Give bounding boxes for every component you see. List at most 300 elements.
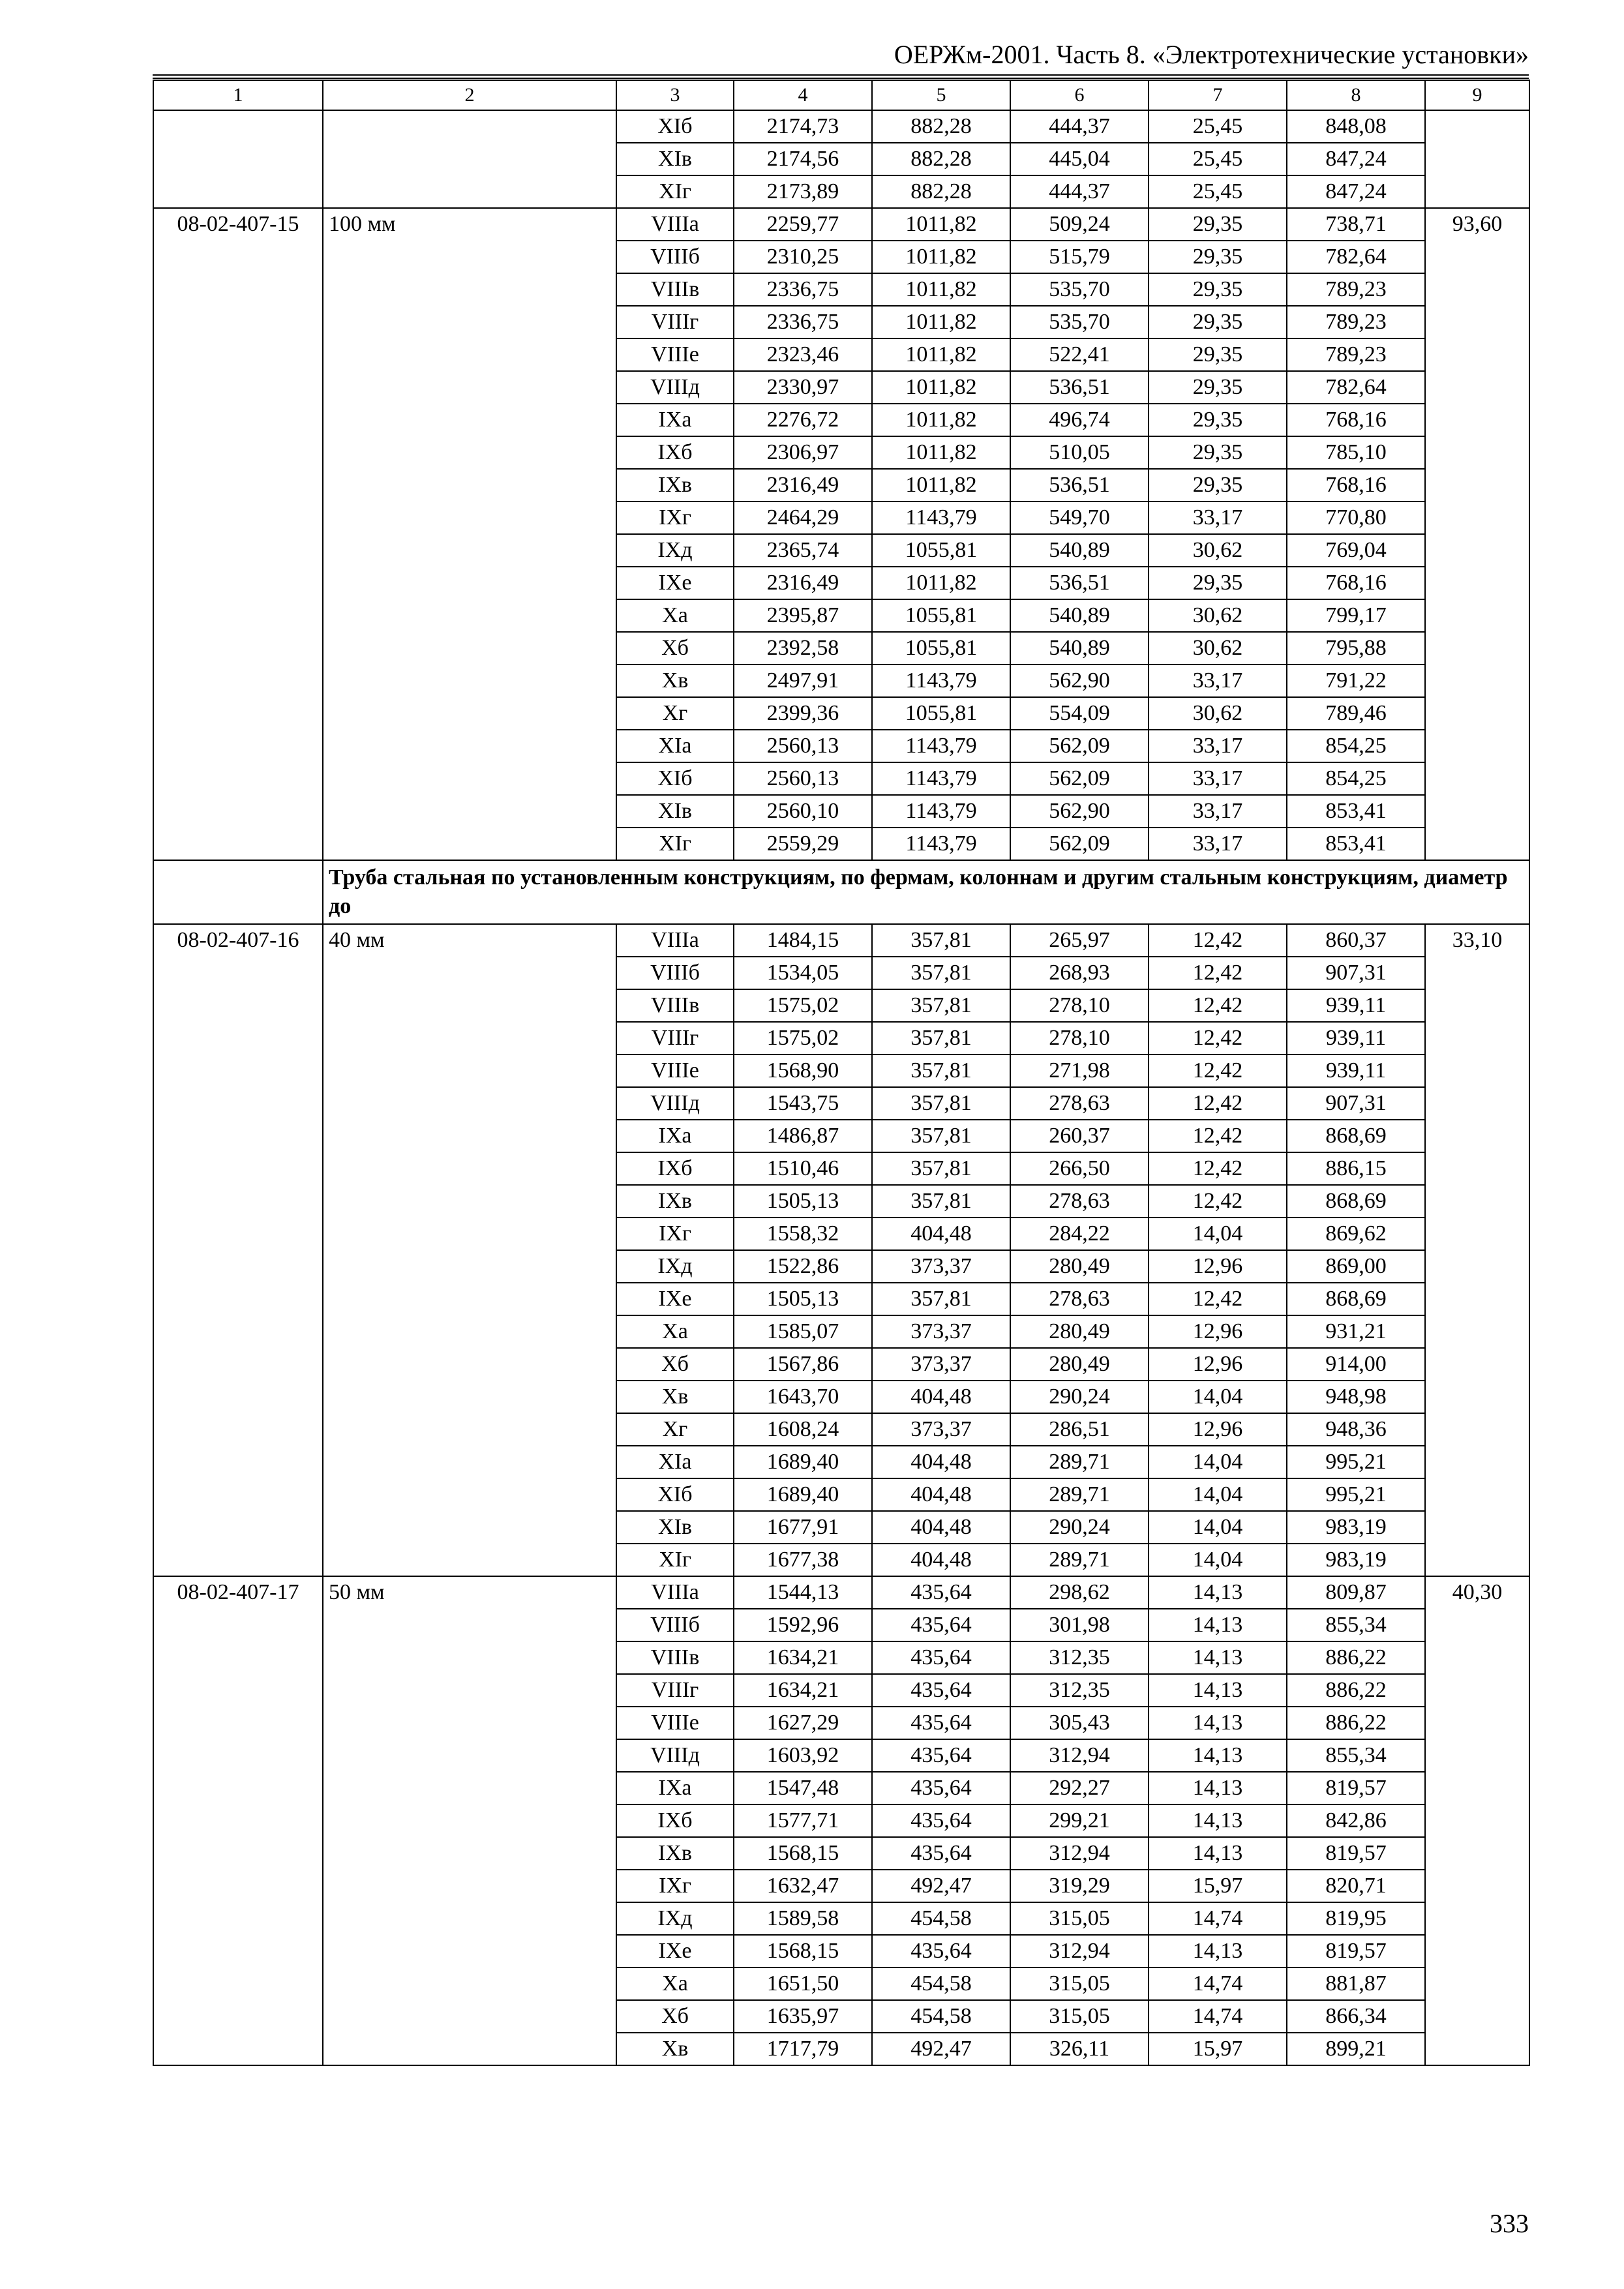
col9-cell bbox=[1425, 110, 1529, 208]
col6-cell: 284,22 bbox=[1010, 1218, 1149, 1250]
col7-cell: 14,13 bbox=[1149, 1641, 1287, 1674]
col5-cell: 1011,82 bbox=[872, 273, 1010, 306]
col7-cell: 14,13 bbox=[1149, 1674, 1287, 1707]
col6-cell: 554,09 bbox=[1010, 697, 1149, 730]
col4-cell: 1510,46 bbox=[734, 1152, 872, 1185]
col6-cell: 312,94 bbox=[1010, 1739, 1149, 1772]
col8-cell: 854,25 bbox=[1287, 762, 1425, 795]
col5-cell: 404,48 bbox=[872, 1381, 1010, 1413]
col6-cell: 522,41 bbox=[1010, 338, 1149, 371]
zone-cell: VIIIд bbox=[616, 371, 734, 404]
col8-cell: 886,22 bbox=[1287, 1674, 1425, 1707]
col6-cell: 268,93 bbox=[1010, 957, 1149, 989]
col7-cell: 33,17 bbox=[1149, 828, 1287, 860]
col5-cell: 435,64 bbox=[872, 1837, 1010, 1870]
col7-cell: 12,42 bbox=[1149, 1185, 1287, 1218]
zone-cell: IXе bbox=[616, 1283, 734, 1315]
col8-cell: 860,37 bbox=[1287, 924, 1425, 957]
col4-cell: 2174,56 bbox=[734, 143, 872, 175]
col5-cell: 404,48 bbox=[872, 1218, 1010, 1250]
col7-cell: 29,35 bbox=[1149, 404, 1287, 436]
col5-cell: 1011,82 bbox=[872, 567, 1010, 599]
column-number: 8 bbox=[1287, 80, 1425, 110]
col5-cell: 1011,82 bbox=[872, 436, 1010, 469]
col8-cell: 881,87 bbox=[1287, 1967, 1425, 2000]
section-heading-row bbox=[153, 860, 1529, 924]
col8-cell: 819,57 bbox=[1287, 1935, 1425, 1967]
col8-cell: 855,34 bbox=[1287, 1739, 1425, 1772]
col4-cell: 2323,46 bbox=[734, 338, 872, 371]
col8-cell: 914,00 bbox=[1287, 1348, 1425, 1381]
col7-cell: 14,04 bbox=[1149, 1478, 1287, 1511]
col7-cell: 33,17 bbox=[1149, 795, 1287, 828]
zone-cell: XIг bbox=[616, 1544, 734, 1576]
col5-cell: 357,81 bbox=[872, 1283, 1010, 1315]
zone-cell: IXа bbox=[616, 1120, 734, 1152]
col7-cell: 14,13 bbox=[1149, 1576, 1287, 1609]
col7-cell: 29,35 bbox=[1149, 338, 1287, 371]
col6-cell: 536,51 bbox=[1010, 567, 1149, 599]
col4-cell: 2336,75 bbox=[734, 273, 872, 306]
col4-cell: 2173,89 bbox=[734, 175, 872, 208]
zone-cell: IXв bbox=[616, 1185, 734, 1218]
col5-cell: 1143,79 bbox=[872, 762, 1010, 795]
col7-cell: 14,04 bbox=[1149, 1218, 1287, 1250]
column-number: 1 bbox=[153, 80, 323, 110]
col8-cell: 789,23 bbox=[1287, 273, 1425, 306]
col6-cell: 298,62 bbox=[1010, 1576, 1149, 1609]
col8-cell: 983,19 bbox=[1287, 1544, 1425, 1576]
col4-cell: 2259,77 bbox=[734, 208, 872, 241]
col5-cell: 373,37 bbox=[872, 1315, 1010, 1348]
col6-cell: 266,50 bbox=[1010, 1152, 1149, 1185]
col4-cell: 2316,49 bbox=[734, 567, 872, 599]
zone-cell: VIIIв bbox=[616, 273, 734, 306]
col6-cell: 301,98 bbox=[1010, 1609, 1149, 1641]
col4-cell: 1608,24 bbox=[734, 1413, 872, 1446]
col7-cell: 12,42 bbox=[1149, 989, 1287, 1022]
zone-cell: IXв bbox=[616, 469, 734, 501]
col7-cell: 12,42 bbox=[1149, 1022, 1287, 1055]
col4-cell: 1575,02 bbox=[734, 989, 872, 1022]
col4-cell: 1689,40 bbox=[734, 1478, 872, 1511]
col8-cell: 847,24 bbox=[1287, 143, 1425, 175]
zone-cell: VIIIе bbox=[616, 1055, 734, 1087]
col5-cell: 435,64 bbox=[872, 1609, 1010, 1641]
col8-cell: 939,11 bbox=[1287, 1022, 1425, 1055]
col5-cell: 357,81 bbox=[872, 924, 1010, 957]
col7-cell: 29,35 bbox=[1149, 436, 1287, 469]
zone-cell: VIIIб bbox=[616, 957, 734, 989]
col7-cell: 25,45 bbox=[1149, 143, 1287, 175]
col7-cell: 29,35 bbox=[1149, 567, 1287, 599]
col6-cell: 278,10 bbox=[1010, 989, 1149, 1022]
zone-cell: IXб bbox=[616, 436, 734, 469]
col8-cell: 847,24 bbox=[1287, 175, 1425, 208]
col8-cell: 789,46 bbox=[1287, 697, 1425, 730]
col7-cell: 12,42 bbox=[1149, 1120, 1287, 1152]
col4-cell: 1568,15 bbox=[734, 1935, 872, 1967]
col5-cell: 454,58 bbox=[872, 1902, 1010, 1935]
col7-cell: 14,74 bbox=[1149, 1902, 1287, 1935]
col5-cell: 1055,81 bbox=[872, 632, 1010, 665]
col6-cell: 319,29 bbox=[1010, 1870, 1149, 1902]
col4-cell: 1585,07 bbox=[734, 1315, 872, 1348]
col4-cell: 2560,13 bbox=[734, 730, 872, 762]
col6-cell: 540,89 bbox=[1010, 632, 1149, 665]
col6-cell: 510,05 bbox=[1010, 436, 1149, 469]
col6-cell: 271,98 bbox=[1010, 1055, 1149, 1087]
col4-cell: 1634,21 bbox=[734, 1641, 872, 1674]
col7-cell: 29,35 bbox=[1149, 273, 1287, 306]
zone-cell: IXг bbox=[616, 1218, 734, 1250]
col5-cell: 1011,82 bbox=[872, 469, 1010, 501]
col4-cell: 1592,96 bbox=[734, 1609, 872, 1641]
column-number: 6 bbox=[1010, 80, 1149, 110]
zone-cell: VIIIе bbox=[616, 1707, 734, 1739]
col6-cell: 535,70 bbox=[1010, 306, 1149, 338]
header-rule-double bbox=[153, 78, 1529, 79]
col5-cell: 404,48 bbox=[872, 1544, 1010, 1576]
col8-cell: 939,11 bbox=[1287, 1055, 1425, 1087]
col7-cell: 14,04 bbox=[1149, 1511, 1287, 1544]
col5-cell: 435,64 bbox=[872, 1707, 1010, 1739]
col8-cell: 795,88 bbox=[1287, 632, 1425, 665]
col5-cell: 454,58 bbox=[872, 2000, 1010, 2033]
col7-cell: 15,97 bbox=[1149, 2033, 1287, 2065]
zone-cell: Xг bbox=[616, 697, 734, 730]
col5-cell: 1143,79 bbox=[872, 828, 1010, 860]
col5-cell: 435,64 bbox=[872, 1641, 1010, 1674]
col8-cell: 886,22 bbox=[1287, 1707, 1425, 1739]
col4-cell: 1651,50 bbox=[734, 1967, 872, 2000]
col4-cell: 1568,90 bbox=[734, 1055, 872, 1087]
col5-cell: 1143,79 bbox=[872, 730, 1010, 762]
column-number: 9 bbox=[1425, 80, 1529, 110]
col6-cell: 540,89 bbox=[1010, 599, 1149, 632]
col4-cell: 2560,13 bbox=[734, 762, 872, 795]
col7-cell: 12,42 bbox=[1149, 1152, 1287, 1185]
col8-cell: 791,22 bbox=[1287, 665, 1425, 697]
zone-cell: Xв bbox=[616, 1381, 734, 1413]
col4-cell: 1522,86 bbox=[734, 1250, 872, 1283]
zone-cell: IXв bbox=[616, 1837, 734, 1870]
col8-cell: 738,71 bbox=[1287, 208, 1425, 241]
col6-cell: 280,49 bbox=[1010, 1250, 1149, 1283]
zone-cell: Xв bbox=[616, 2033, 734, 2065]
col4-cell: 2559,29 bbox=[734, 828, 872, 860]
col4-cell: 1543,75 bbox=[734, 1087, 872, 1120]
col6-cell: 299,21 bbox=[1010, 1804, 1149, 1837]
col7-cell: 12,42 bbox=[1149, 957, 1287, 989]
column-number: 7 bbox=[1149, 80, 1287, 110]
col8-cell: 931,21 bbox=[1287, 1315, 1425, 1348]
col6-cell: 315,05 bbox=[1010, 1902, 1149, 1935]
col7-cell: 14,13 bbox=[1149, 1772, 1287, 1804]
name-cell: 100 мм bbox=[323, 208, 616, 860]
col5-cell: 435,64 bbox=[872, 1804, 1010, 1837]
col5-cell: 1143,79 bbox=[872, 795, 1010, 828]
col5-cell: 1011,82 bbox=[872, 306, 1010, 338]
col5-cell: 435,64 bbox=[872, 1935, 1010, 1967]
col5-cell: 1143,79 bbox=[872, 501, 1010, 534]
zone-cell: IXг bbox=[616, 1870, 734, 1902]
col5-cell: 357,81 bbox=[872, 1185, 1010, 1218]
zone-cell: XIв bbox=[616, 143, 734, 175]
zone-cell: VIIIб bbox=[616, 241, 734, 273]
col8-cell: 819,57 bbox=[1287, 1772, 1425, 1804]
col5-cell: 357,81 bbox=[872, 1055, 1010, 1087]
col8-cell: 768,16 bbox=[1287, 404, 1425, 436]
zone-cell: IXе bbox=[616, 1935, 734, 1967]
col8-cell: 768,16 bbox=[1287, 469, 1425, 501]
zone-cell: IXг bbox=[616, 501, 734, 534]
col5-cell: 357,81 bbox=[872, 989, 1010, 1022]
col8-cell: 770,80 bbox=[1287, 501, 1425, 534]
col6-cell: 312,94 bbox=[1010, 1935, 1149, 1967]
col7-cell: 14,04 bbox=[1149, 1446, 1287, 1478]
col8-cell: 853,41 bbox=[1287, 828, 1425, 860]
col5-cell: 357,81 bbox=[872, 1152, 1010, 1185]
col4-cell: 1534,05 bbox=[734, 957, 872, 989]
col5-cell: 435,64 bbox=[872, 1739, 1010, 1772]
col8-cell: 782,64 bbox=[1287, 241, 1425, 273]
code-cell: 08-02-407-17 bbox=[153, 1576, 323, 2065]
zone-cell: IXа bbox=[616, 1772, 734, 1804]
name-cell: 50 мм bbox=[323, 1576, 616, 2065]
col5-cell: 1011,82 bbox=[872, 338, 1010, 371]
col4-cell: 1484,15 bbox=[734, 924, 872, 957]
col7-cell: 12,42 bbox=[1149, 1283, 1287, 1315]
zone-cell: XIб bbox=[616, 110, 734, 143]
col7-cell: 33,17 bbox=[1149, 762, 1287, 795]
zone-cell: VIIIа bbox=[616, 208, 734, 241]
col7-cell: 12,42 bbox=[1149, 1087, 1287, 1120]
col8-cell: 907,31 bbox=[1287, 957, 1425, 989]
col6-cell: 535,70 bbox=[1010, 273, 1149, 306]
section-heading-blank bbox=[153, 860, 323, 924]
col6-cell: 286,51 bbox=[1010, 1413, 1149, 1446]
col5-cell: 882,28 bbox=[872, 143, 1010, 175]
col5-cell: 454,58 bbox=[872, 1967, 1010, 2000]
col5-cell: 882,28 bbox=[872, 175, 1010, 208]
col4-cell: 1589,58 bbox=[734, 1902, 872, 1935]
col4-cell: 1643,70 bbox=[734, 1381, 872, 1413]
col5-cell: 435,64 bbox=[872, 1576, 1010, 1609]
col6-cell: 305,43 bbox=[1010, 1707, 1149, 1739]
col7-cell: 14,04 bbox=[1149, 1381, 1287, 1413]
col8-cell: 886,22 bbox=[1287, 1641, 1425, 1674]
col8-cell: 853,41 bbox=[1287, 795, 1425, 828]
col5-cell: 1011,82 bbox=[872, 404, 1010, 436]
col8-cell: 907,31 bbox=[1287, 1087, 1425, 1120]
col6-cell: 278,63 bbox=[1010, 1283, 1149, 1315]
col4-cell: 1635,97 bbox=[734, 2000, 872, 2033]
col7-cell: 15,97 bbox=[1149, 1870, 1287, 1902]
zone-cell: Xа bbox=[616, 1967, 734, 2000]
col6-cell: 444,37 bbox=[1010, 110, 1149, 143]
table-row bbox=[153, 1576, 1529, 1609]
col7-cell: 14,13 bbox=[1149, 1804, 1287, 1837]
zone-cell: IXб bbox=[616, 1804, 734, 1837]
zone-cell: XIв bbox=[616, 795, 734, 828]
col6-cell: 515,79 bbox=[1010, 241, 1149, 273]
col6-cell: 540,89 bbox=[1010, 534, 1149, 567]
col4-cell: 2560,10 bbox=[734, 795, 872, 828]
zone-cell: IXе bbox=[616, 567, 734, 599]
col8-cell: 983,19 bbox=[1287, 1511, 1425, 1544]
zone-cell: XIб bbox=[616, 762, 734, 795]
column-number: 2 bbox=[323, 80, 616, 110]
col8-cell: 869,00 bbox=[1287, 1250, 1425, 1283]
col4-cell: 2399,36 bbox=[734, 697, 872, 730]
col4-cell: 1486,87 bbox=[734, 1120, 872, 1152]
zone-cell: Xб bbox=[616, 1348, 734, 1381]
column-number: 3 bbox=[616, 80, 734, 110]
col9-cell: 93,60 bbox=[1425, 208, 1529, 860]
col5-cell: 357,81 bbox=[872, 1120, 1010, 1152]
zone-cell: IXб bbox=[616, 1152, 734, 1185]
col9-cell: 40,30 bbox=[1425, 1576, 1529, 2065]
col5-cell: 1055,81 bbox=[872, 534, 1010, 567]
col7-cell: 14,74 bbox=[1149, 1967, 1287, 2000]
code-cell: 08-02-407-15 bbox=[153, 208, 323, 860]
col8-cell: 948,36 bbox=[1287, 1413, 1425, 1446]
col7-cell: 29,35 bbox=[1149, 371, 1287, 404]
col7-cell: 14,13 bbox=[1149, 1837, 1287, 1870]
col4-cell: 2336,75 bbox=[734, 306, 872, 338]
col6-cell: 278,10 bbox=[1010, 1022, 1149, 1055]
col7-cell: 12,42 bbox=[1149, 924, 1287, 957]
col8-cell: 799,17 bbox=[1287, 599, 1425, 632]
zone-cell: XIг bbox=[616, 828, 734, 860]
col5-cell: 357,81 bbox=[872, 957, 1010, 989]
col4-cell: 1577,71 bbox=[734, 1804, 872, 1837]
price-table bbox=[153, 80, 1530, 2066]
col7-cell: 12,96 bbox=[1149, 1348, 1287, 1381]
code-cell: 08-02-407-16 bbox=[153, 924, 323, 1576]
col8-cell: 868,69 bbox=[1287, 1185, 1425, 1218]
col8-cell: 819,95 bbox=[1287, 1902, 1425, 1935]
col4-cell: 2395,87 bbox=[734, 599, 872, 632]
col6-cell: 312,94 bbox=[1010, 1837, 1149, 1870]
col8-cell: 769,04 bbox=[1287, 534, 1425, 567]
zone-cell: XIг bbox=[616, 175, 734, 208]
zone-cell: VIIIв bbox=[616, 989, 734, 1022]
zone-cell: VIIIб bbox=[616, 1609, 734, 1641]
zone-cell: IXд bbox=[616, 1250, 734, 1283]
col4-cell: 1677,38 bbox=[734, 1544, 872, 1576]
col6-cell: 445,04 bbox=[1010, 143, 1149, 175]
col5-cell: 404,48 bbox=[872, 1478, 1010, 1511]
col5-cell: 1011,82 bbox=[872, 208, 1010, 241]
col7-cell: 25,45 bbox=[1149, 175, 1287, 208]
col7-cell: 30,62 bbox=[1149, 599, 1287, 632]
col5-cell: 1011,82 bbox=[872, 241, 1010, 273]
col6-cell: 280,49 bbox=[1010, 1315, 1149, 1348]
name-cell bbox=[323, 110, 616, 208]
col4-cell: 2316,49 bbox=[734, 469, 872, 501]
zone-cell: VIIIа bbox=[616, 924, 734, 957]
name-cell: 40 мм bbox=[323, 924, 616, 1576]
col8-cell: 869,62 bbox=[1287, 1218, 1425, 1250]
col8-cell: 819,57 bbox=[1287, 1837, 1425, 1870]
col8-cell: 782,64 bbox=[1287, 371, 1425, 404]
col6-cell: 280,49 bbox=[1010, 1348, 1149, 1381]
col4-cell: 1689,40 bbox=[734, 1446, 872, 1478]
col5-cell: 492,47 bbox=[872, 2033, 1010, 2065]
col6-cell: 312,35 bbox=[1010, 1674, 1149, 1707]
col5-cell: 1055,81 bbox=[872, 599, 1010, 632]
col6-cell: 509,24 bbox=[1010, 208, 1149, 241]
col7-cell: 30,62 bbox=[1149, 697, 1287, 730]
col7-cell: 30,62 bbox=[1149, 632, 1287, 665]
col8-cell: 868,69 bbox=[1287, 1283, 1425, 1315]
zone-cell: VIIIе bbox=[616, 338, 734, 371]
col5-cell: 404,48 bbox=[872, 1446, 1010, 1478]
col6-cell: 278,63 bbox=[1010, 1185, 1149, 1218]
col6-cell: 289,71 bbox=[1010, 1478, 1149, 1511]
col6-cell: 289,71 bbox=[1010, 1544, 1149, 1576]
col6-cell: 562,90 bbox=[1010, 665, 1149, 697]
col8-cell: 939,11 bbox=[1287, 989, 1425, 1022]
col8-cell: 899,21 bbox=[1287, 2033, 1425, 2065]
table-row bbox=[153, 110, 1529, 143]
col5-cell: 404,48 bbox=[872, 1511, 1010, 1544]
col5-cell: 373,37 bbox=[872, 1413, 1010, 1446]
col4-cell: 1544,13 bbox=[734, 1576, 872, 1609]
col8-cell: 809,87 bbox=[1287, 1576, 1425, 1609]
col4-cell: 2330,97 bbox=[734, 371, 872, 404]
col4-cell: 1627,29 bbox=[734, 1707, 872, 1739]
col8-cell: 842,86 bbox=[1287, 1804, 1425, 1837]
col7-cell: 12,42 bbox=[1149, 1055, 1287, 1087]
col5-cell: 373,37 bbox=[872, 1250, 1010, 1283]
col6-cell: 312,35 bbox=[1010, 1641, 1149, 1674]
col9-cell: 33,10 bbox=[1425, 924, 1529, 1576]
col7-cell: 14,13 bbox=[1149, 1609, 1287, 1641]
col4-cell: 1547,48 bbox=[734, 1772, 872, 1804]
col4-cell: 1505,13 bbox=[734, 1283, 872, 1315]
col7-cell: 14,04 bbox=[1149, 1544, 1287, 1576]
zone-cell: Xг bbox=[616, 1413, 734, 1446]
table-row bbox=[153, 208, 1529, 241]
column-number-row bbox=[153, 80, 1529, 110]
code-cell bbox=[153, 110, 323, 208]
col5-cell: 1143,79 bbox=[872, 665, 1010, 697]
col6-cell: 562,09 bbox=[1010, 828, 1149, 860]
col7-cell: 33,17 bbox=[1149, 501, 1287, 534]
col7-cell: 30,62 bbox=[1149, 534, 1287, 567]
zone-cell: VIIIв bbox=[616, 1641, 734, 1674]
col7-cell: 33,17 bbox=[1149, 665, 1287, 697]
col7-cell: 25,45 bbox=[1149, 110, 1287, 143]
col4-cell: 1558,32 bbox=[734, 1218, 872, 1250]
col6-cell: 278,63 bbox=[1010, 1087, 1149, 1120]
zone-cell: Xб bbox=[616, 632, 734, 665]
col4-cell: 1505,13 bbox=[734, 1185, 872, 1218]
zone-cell: VIIIд bbox=[616, 1087, 734, 1120]
col8-cell: 855,34 bbox=[1287, 1609, 1425, 1641]
col4-cell: 2392,58 bbox=[734, 632, 872, 665]
col5-cell: 1011,82 bbox=[872, 371, 1010, 404]
col7-cell: 33,17 bbox=[1149, 730, 1287, 762]
col5-cell: 435,64 bbox=[872, 1772, 1010, 1804]
col8-cell: 995,21 bbox=[1287, 1478, 1425, 1511]
col7-cell: 12,96 bbox=[1149, 1315, 1287, 1348]
col6-cell: 536,51 bbox=[1010, 469, 1149, 501]
col6-cell: 562,09 bbox=[1010, 762, 1149, 795]
